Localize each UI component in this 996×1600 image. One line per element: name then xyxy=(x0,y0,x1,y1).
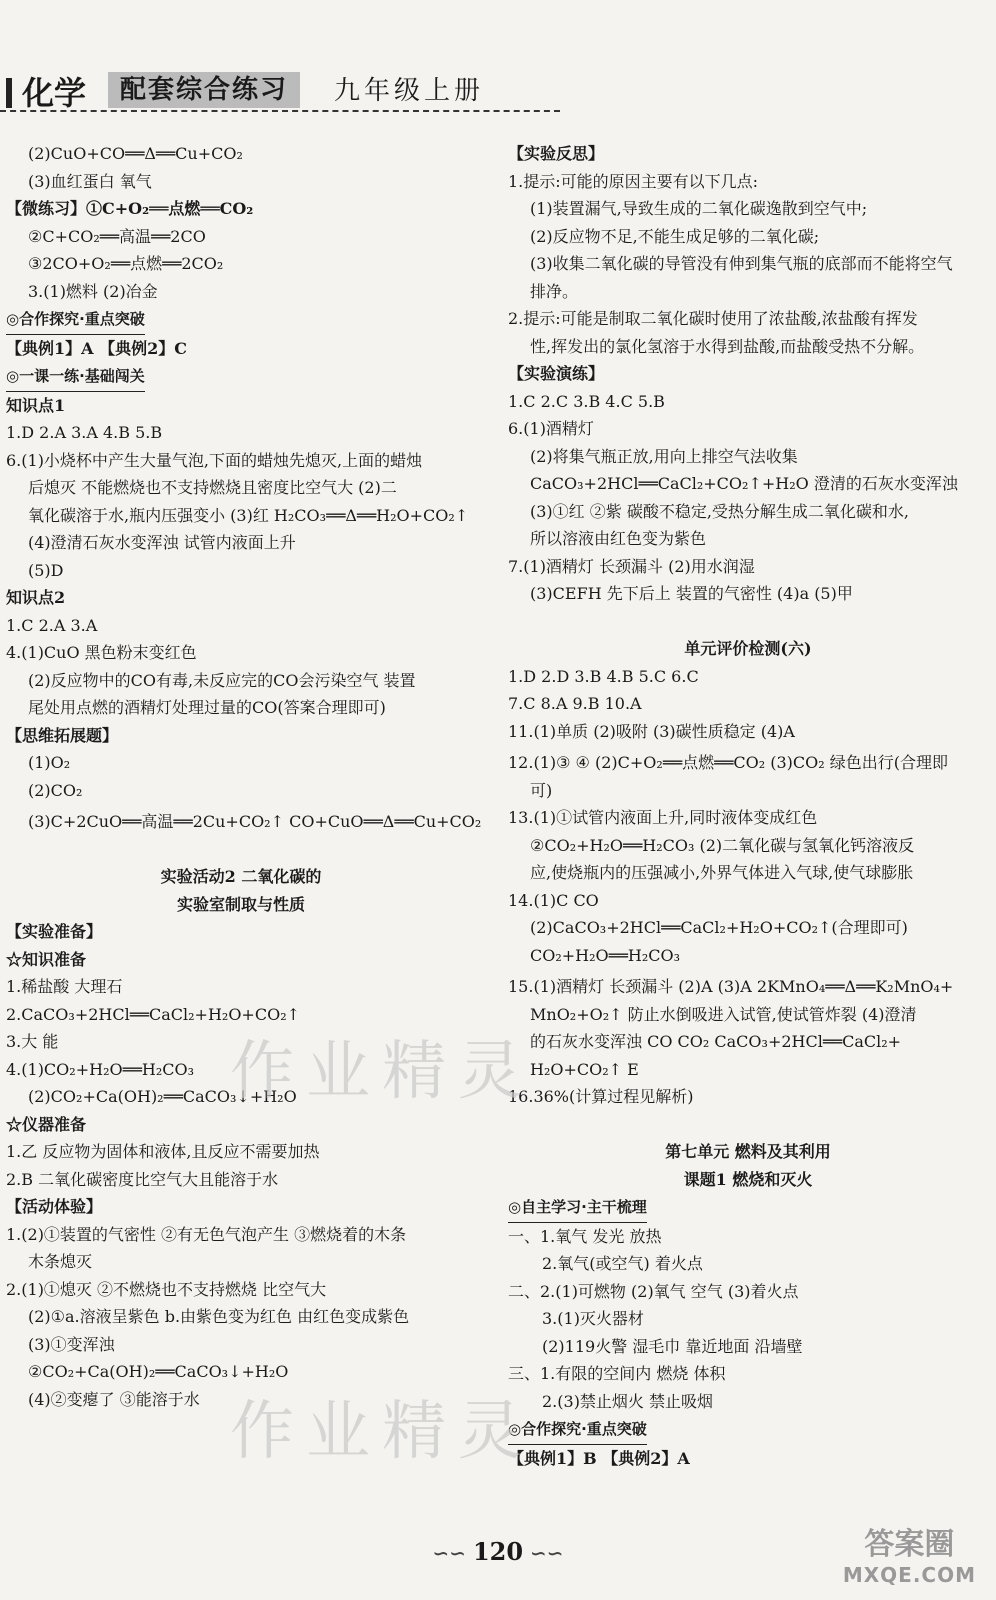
answer-line: 知识点1 xyxy=(6,395,66,415)
answer-line: 知识点2 xyxy=(6,588,66,607)
answer-line: 1.乙 反应物为固体和液体,且反应不需要加热 xyxy=(6,1142,320,1161)
answer-line: (2)CuO+CO══Δ══Cu+CO₂ xyxy=(28,144,243,163)
answer-line: (2)119火警 湿毛巾 靠近地面 沿墙壁 xyxy=(542,1336,803,1356)
answer-line: (1)O₂ xyxy=(28,753,71,772)
answer-line: (2)CO₂+Ca(OH)₂══CaCO₃↓+H₂O xyxy=(28,1087,297,1106)
answer-line: 6.(1)小烧杯中产生大量气泡,下面的蜡烛先熄灭,上面的蜡烛 xyxy=(6,450,423,470)
answer-line: CaCO₃+2HCl══CaCl₂+CO₂↑+H₂O 澄清的石灰水变浑浊 xyxy=(530,474,958,493)
page-number-value: 120 xyxy=(472,1537,524,1566)
answer-line xyxy=(508,1111,988,1139)
answer-line: 16.36%(计算过程见解析) xyxy=(508,1087,694,1106)
header-divider xyxy=(0,110,560,112)
answer-line: (3)C+2CuO══高温══2Cu+CO₂↑ CO+CuO══Δ══Cu+CO₂ xyxy=(28,812,482,831)
corner-logo-url: MXQE.COM xyxy=(842,1563,976,1587)
answer-line: (3)血红蛋白 氧气 xyxy=(28,171,152,191)
answer-line: 2.(3)禁止烟火 禁止吸烟 xyxy=(542,1391,714,1411)
answer-line: 2.CaCO₃+2HCl══CaCl₂+H₂O+CO₂↑ xyxy=(6,1004,301,1024)
answer-line: 二、2.(1)可燃物 (2)氧气 空气 (3)着火点 xyxy=(508,1281,799,1301)
answer-line: 1.稀盐酸 大理石 xyxy=(6,977,123,996)
answer-line: H₂O+CO₂↑ E xyxy=(530,1059,639,1079)
answer-line: 【思维拓展题】 xyxy=(6,725,119,745)
section-label: ◎合作探究·重点突破 xyxy=(508,1416,647,1445)
answer-line: (2)反应物中的CO有毒,未反应完的CO会污染空气 装置 xyxy=(28,670,416,690)
answer-line xyxy=(508,1415,988,1445)
answer-line: 2.B 二氧化碳密度比空气大且能溶于水 xyxy=(6,1169,279,1189)
answer-line: 1.D 2.A 3.A 4.B 5.B xyxy=(6,423,163,442)
section-label: ◎合作探究·重点突破 xyxy=(6,306,145,335)
answer-line: 氧化碳溶于水,瓶内压强变小 (3)红 H₂CO₃══Δ══H₂O+CO₂↑ xyxy=(28,505,469,525)
answer-line: 排净。 xyxy=(530,281,579,301)
answer-line: 一、1.氧气 发光 放热 xyxy=(508,1226,662,1246)
answer-line xyxy=(6,362,476,392)
answer-line: (1)装置漏气,导致生成的二氧化碳逸散到空气中; xyxy=(530,199,868,218)
answer-line: 后熄灭 不能燃烧也不支持燃烧且密度比空气大 (2)二 xyxy=(28,478,397,497)
answer-line: 7.(1)酒精灯 长颈漏斗 (2)用水润湿 xyxy=(508,556,755,576)
answer-line: 单元评价检测(六) xyxy=(684,639,812,658)
right-column xyxy=(508,140,988,1472)
answer-line: (3)收集二氧化碳的导管没有伸到集气瓶的底部而不能将空气 xyxy=(530,254,953,273)
answer-line: ☆仪器准备 xyxy=(6,1114,87,1134)
answer-line: 4.(1)CuO 黑色粉末变红色 xyxy=(6,643,197,662)
page-header xyxy=(0,60,996,120)
answer-line: 6.(1)酒精灯 xyxy=(508,419,594,438)
answer-line: 实验室制取与性质 xyxy=(176,894,305,914)
answer-line: 木条熄灭 xyxy=(28,1252,93,1271)
answer-line: ②CO₂+H₂O══H₂CO₃ (2)二氧化碳与氢氧化钙溶液反 xyxy=(530,835,915,855)
watermark: 作业精灵 xyxy=(230,1395,534,1469)
answer-line xyxy=(508,608,988,636)
answer-line: 2.(1)①熄灭 ②不燃烧也不支持燃烧 比空气大 xyxy=(6,1279,327,1299)
answer-line: 【实验反思】 xyxy=(508,144,605,163)
answer-line: 的石灰水变浑浊 CO CO₂ CaCO₃+2HCl══CaCl₂+ xyxy=(530,1032,902,1051)
ornament-icon: ∽∽ xyxy=(523,1541,564,1565)
answer-line: 课题1 燃烧和灭火 xyxy=(683,1169,813,1189)
header-bar xyxy=(6,78,12,108)
watermark: 作业精灵 xyxy=(230,1035,534,1109)
answer-line: 12.(1)③ ④ (2)C+O₂══点燃══CO₂ (3)CO₂ 绿色出行(合理即 xyxy=(508,753,948,772)
answer-line: 1.D 2.D 3.B 4.B 5.C 6.C xyxy=(508,666,699,686)
answer-line: 应,使烧瓶内的压强减小,外界气体进入气球,使气球膨胀 xyxy=(530,863,914,882)
answer-line: (2)将集气瓶正放,用向上排空气法收集 xyxy=(530,446,798,466)
answer-line: 7.C 8.A 9.B 10.A xyxy=(508,694,642,713)
answer-line: (4)②变瘪了 ③能溶于水 xyxy=(28,1389,200,1409)
answer-line: 实验活动2 二氧化碳的 xyxy=(160,867,322,886)
answer-line: (3)CEFH 先下后上 装置的气密性 (4)a (5)甲 xyxy=(530,584,853,603)
answer-line: 2.氧气(或空气) 着火点 xyxy=(542,1254,703,1273)
subject-title: 化学 xyxy=(22,74,87,112)
corner-logo xyxy=(842,1527,976,1590)
answer-line: 3.大 能 xyxy=(6,1032,59,1051)
answer-line: 【典例1】A 【典例2】C xyxy=(6,338,187,358)
answer-line: (3)①红 ②紫 碳酸不稳定,受热分解生成二氧化碳和水, xyxy=(530,501,910,521)
corner-logo-text: 答案圈 xyxy=(864,1527,955,1562)
answer-line: (2)CO₂ xyxy=(28,780,83,800)
answer-line: (4)澄清石灰水变浑浊 试管内液面上升 xyxy=(28,533,296,552)
answer-line: 1.提示:可能的原因主要有以下几点: xyxy=(508,171,759,191)
answer-line: (2)CaCO₃+2HCl══CaCl₂+H₂O+CO₂↑(合理即可) xyxy=(530,918,908,937)
series-title: 配套综合练习 xyxy=(108,72,300,108)
answer-line: CO₂+H₂O══H₂CO₃ xyxy=(530,945,681,965)
answer-line: 1.C 2.A 3.A xyxy=(6,615,98,635)
grade-title: 九年级上册 xyxy=(334,76,485,106)
answer-line xyxy=(6,305,476,335)
answer-line: (3)①变浑浊 xyxy=(28,1334,115,1354)
answer-line: 三、1.有限的空间内 燃烧 体积 xyxy=(508,1364,726,1383)
answer-line: 所以溶液由红色变为紫色 xyxy=(530,529,707,548)
answer-line: 11.(1)单质 (2)吸附 (3)碳性质稳定 (4)A xyxy=(508,721,795,741)
answer-line: ☆知识准备 xyxy=(6,949,87,969)
answer-line: ②CO₂+Ca(OH)₂══CaCO₃↓+H₂O xyxy=(28,1362,289,1381)
answer-line: 尾处用点燃的酒精灯处理过量的CO(答案合理即可) xyxy=(28,698,386,717)
answer-line: 【实验准备】 xyxy=(6,922,103,941)
answer-line: (2)反应物不足,不能生成足够的二氧化碳; xyxy=(530,226,820,246)
section-label: ◎自主学习·主干梳理 xyxy=(508,1194,647,1223)
ornament-icon: ∽∽ xyxy=(432,1541,473,1565)
left-column xyxy=(6,140,482,1413)
answer-line: 第七单元 燃料及其利用 xyxy=(665,1142,831,1161)
answer-line: 【微练习】①C+O₂══点燃══CO₂ xyxy=(6,199,254,218)
answer-line: (2)①a.溶液呈紫色 b.由紫色变为红色 由红色变成紫色 xyxy=(28,1307,410,1326)
answer-line xyxy=(6,836,476,864)
section-label: ◎一课一练·基础闯关 xyxy=(6,363,145,392)
answer-line: 3.(1)灭火器材 xyxy=(542,1309,644,1328)
answer-line: 13.(1)①试管内液面上升,同时液体变成红色 xyxy=(508,808,818,827)
answer-line: (5)D xyxy=(28,560,64,580)
answer-line: 1.(2)①装置的气密性 ②有无色气泡产生 ③燃烧着的木条 xyxy=(6,1224,407,1244)
answer-line: ②C+CO₂══高温══2CO xyxy=(28,226,206,246)
answer-line: 15.(1)酒精灯 长颈漏斗 (2)A (3)A 2KMnO₄══Δ══K₂MnO₄+ xyxy=(508,977,954,996)
answer-line: 1.C 2.C 3.B 4.C 5.B xyxy=(508,391,665,411)
answer-line: 【典例1】B 【典例2】A xyxy=(508,1448,690,1468)
answer-line: MnO₂+O₂↑ 防止水倒吸进入试管,使试管炸裂 (4)澄清 xyxy=(530,1004,917,1024)
answer-line: 2.提示:可能是制取二氧化碳时使用了浓盐酸,浓盐酸有挥发 xyxy=(508,309,918,328)
answer-line: 3.(1)燃料 (2)冶金 xyxy=(28,281,158,301)
answer-line: 【实验演练】 xyxy=(508,364,605,383)
answer-line: 性,挥发出的氯化氢溶于水得到盐酸,而盐酸受热不分解。 xyxy=(530,336,925,356)
answer-line: 可) xyxy=(530,780,553,800)
answer-line: 4.(1)CO₂+H₂O══H₂CO₃ xyxy=(6,1059,194,1079)
answer-line: 14.(1)C CO xyxy=(508,890,599,910)
answer-line xyxy=(508,1193,988,1223)
answer-line: 【活动体验】 xyxy=(6,1197,103,1216)
answer-line: ③2CO+O₂══点燃══2CO₂ xyxy=(28,254,224,273)
